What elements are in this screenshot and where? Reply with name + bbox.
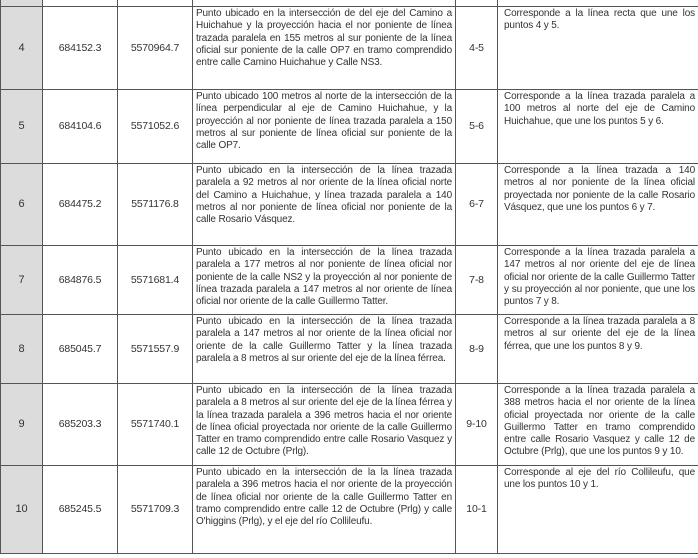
segment: 8-9 (456, 315, 498, 384)
point-description: Punto ubicado en la intersección de la línea trazada paralela a 147 metros al nor oriente de la línea oficial nor oriente de la calle Guillermo Tatter y la línea trazada paralela a 8 metros al sur oriente del eje de la línea férrea. (193, 315, 456, 384)
point-number: 4 (1, 7, 43, 90)
coordinate-x: 685203.3 (43, 384, 118, 466)
point-description: Punto ubicado en la intersección de la línea trazada paralela a 177 metros al nor poniente de línea oficial nor poniente de la calle NS2 y la proyección al nor poniente de línea trazada paralela a 147 metros al nor oriente de línea oficial nor oriente de la calle Guillermo Tatter. (193, 246, 456, 315)
segment: 4-5 (456, 7, 498, 90)
segment: 10-1 (456, 466, 498, 554)
table-row (1, 315, 698, 384)
point-number: 5 (1, 90, 43, 164)
coordinate-x: 685045.7 (43, 315, 118, 384)
coordinate-x: 684104.6 (43, 90, 118, 164)
table-row (1, 7, 698, 90)
coordinate-x: 684876.5 (43, 246, 118, 315)
point-number: 6 (1, 164, 43, 246)
point-description: Punto ubicado en la intersección de la línea trazada paralela a 92 metros al nor oriente de la línea oficial norte del Camino a Huichahue, y línea trazada paralela a 140 metros al nor poniente de línea oficial nor poniente de la calle Rosario Vásquez. (193, 164, 456, 246)
point-description: Punto ubicado en la intersección de la la línea trazada paralela a 396 metros hacia el nor oriente de la proyección de línea oficial nor oriente de la calle Guillermo Tatter en tramo comprendido entre calle 12 de Octubre (Prlg) y calle O'higgins (Prlg), y el eje del río Collileufu. (193, 466, 456, 554)
coordinate-y: 5571557.9 (118, 315, 193, 384)
segment: 5-6 (456, 90, 498, 164)
coordinate-y: 5570964.7 (118, 7, 193, 90)
coordinate-x: 684475.2 (43, 164, 118, 246)
point-number: 7 (1, 246, 43, 315)
segment: 9-10 (456, 384, 498, 466)
line-description: Corresponde a la línea trazada paralela a 100 metros al norte del eje de Camino Huichahue, que une los puntos 5 y 6. (498, 90, 698, 164)
line-description: Corresponde al eje del río Collileufu, que une los puntos 10 y 1. (498, 466, 698, 554)
segment: 7-8 (456, 246, 498, 315)
table-row (1, 466, 698, 554)
point-description: Punto ubicado en la intersección de del eje del Camino a Huichahue y la proyección hacia el nor poniente de línea trazada paralela en 155 metros al sur poniente de la línea oficial sur poniente de la calle OP7 en tramo comprendido entre calle Camino Huichahue y Calle NS3. (193, 7, 456, 90)
point-description: Punto ubicado en la intersección de la línea trazada paralela a 8 metros al sur oriente del eje de la línea férrea y la línea trazada paralela a 396 metros hacia el nor oriente de línea oficial proyectada nor oriente de la calle Guillermo Tatter en tramo comprendido entre calle Rosario Vasquez y calle 12 de Octubre (Prlg). (193, 384, 456, 466)
segment: 6-7 (456, 164, 498, 246)
coordinate-y: 5571176.8 (118, 164, 193, 246)
point-number: 9 (1, 384, 43, 466)
coordinate-y: 5571681.4 (118, 246, 193, 315)
point-number: 8 (1, 315, 43, 384)
point-number: 10 (1, 466, 43, 554)
table-row (1, 90, 698, 164)
line-description: Corresponde a la línea trazada a 140 metros al nor poniente de la línea oficial proyectada nor poniente de la calle Rosario Vásquez, que une los puntos 6 y 7. (498, 164, 698, 246)
table-row (1, 246, 698, 315)
coordinate-x: 684152.3 (43, 7, 118, 90)
table-row (1, 384, 698, 466)
line-description: Corresponde a la línea trazada paralela a 147 metros al nor oriente del eje de línea oficial nor oriente de la calle Guillermo Tatter y su proyección al nor poniente, que une los puntos 7 y 8. (498, 246, 698, 315)
line-description: Corresponde a la línea recta que une los puntos 4 y 5. (498, 7, 698, 90)
coordinate-x: 685245.5 (43, 466, 118, 554)
table-row (1, 164, 698, 246)
coordinate-y: 5571709.3 (118, 466, 193, 554)
coordinate-y: 5571052.6 (118, 90, 193, 164)
point-description: Punto ubicado 100 metros al norte de la intersección de la línea perpendicular al eje de Camino Huichahue, y la proyección al nor poniente de línea trazada paralela a 150 metros al sur poniente de línea oficial sur poniente de la calle OP7. (193, 90, 456, 164)
line-description: Corresponde a la línea trazada paralela a 388 metros hacia el nor oriente de la línea oficial proyectada nor oriente de la calle Guillermo Tatter en tramo comprendido entre calle Rosario Vasquez y calle 12 de Octubre (Prlg), que une los puntos 9 y 10. (498, 384, 698, 466)
coordinate-y: 5571740.1 (118, 384, 193, 466)
line-description: Corresponde a la línea trazada paralela a 8 metros al sur oriente del eje de la línea férrea, que une los puntos 8 y 9. (498, 315, 698, 384)
